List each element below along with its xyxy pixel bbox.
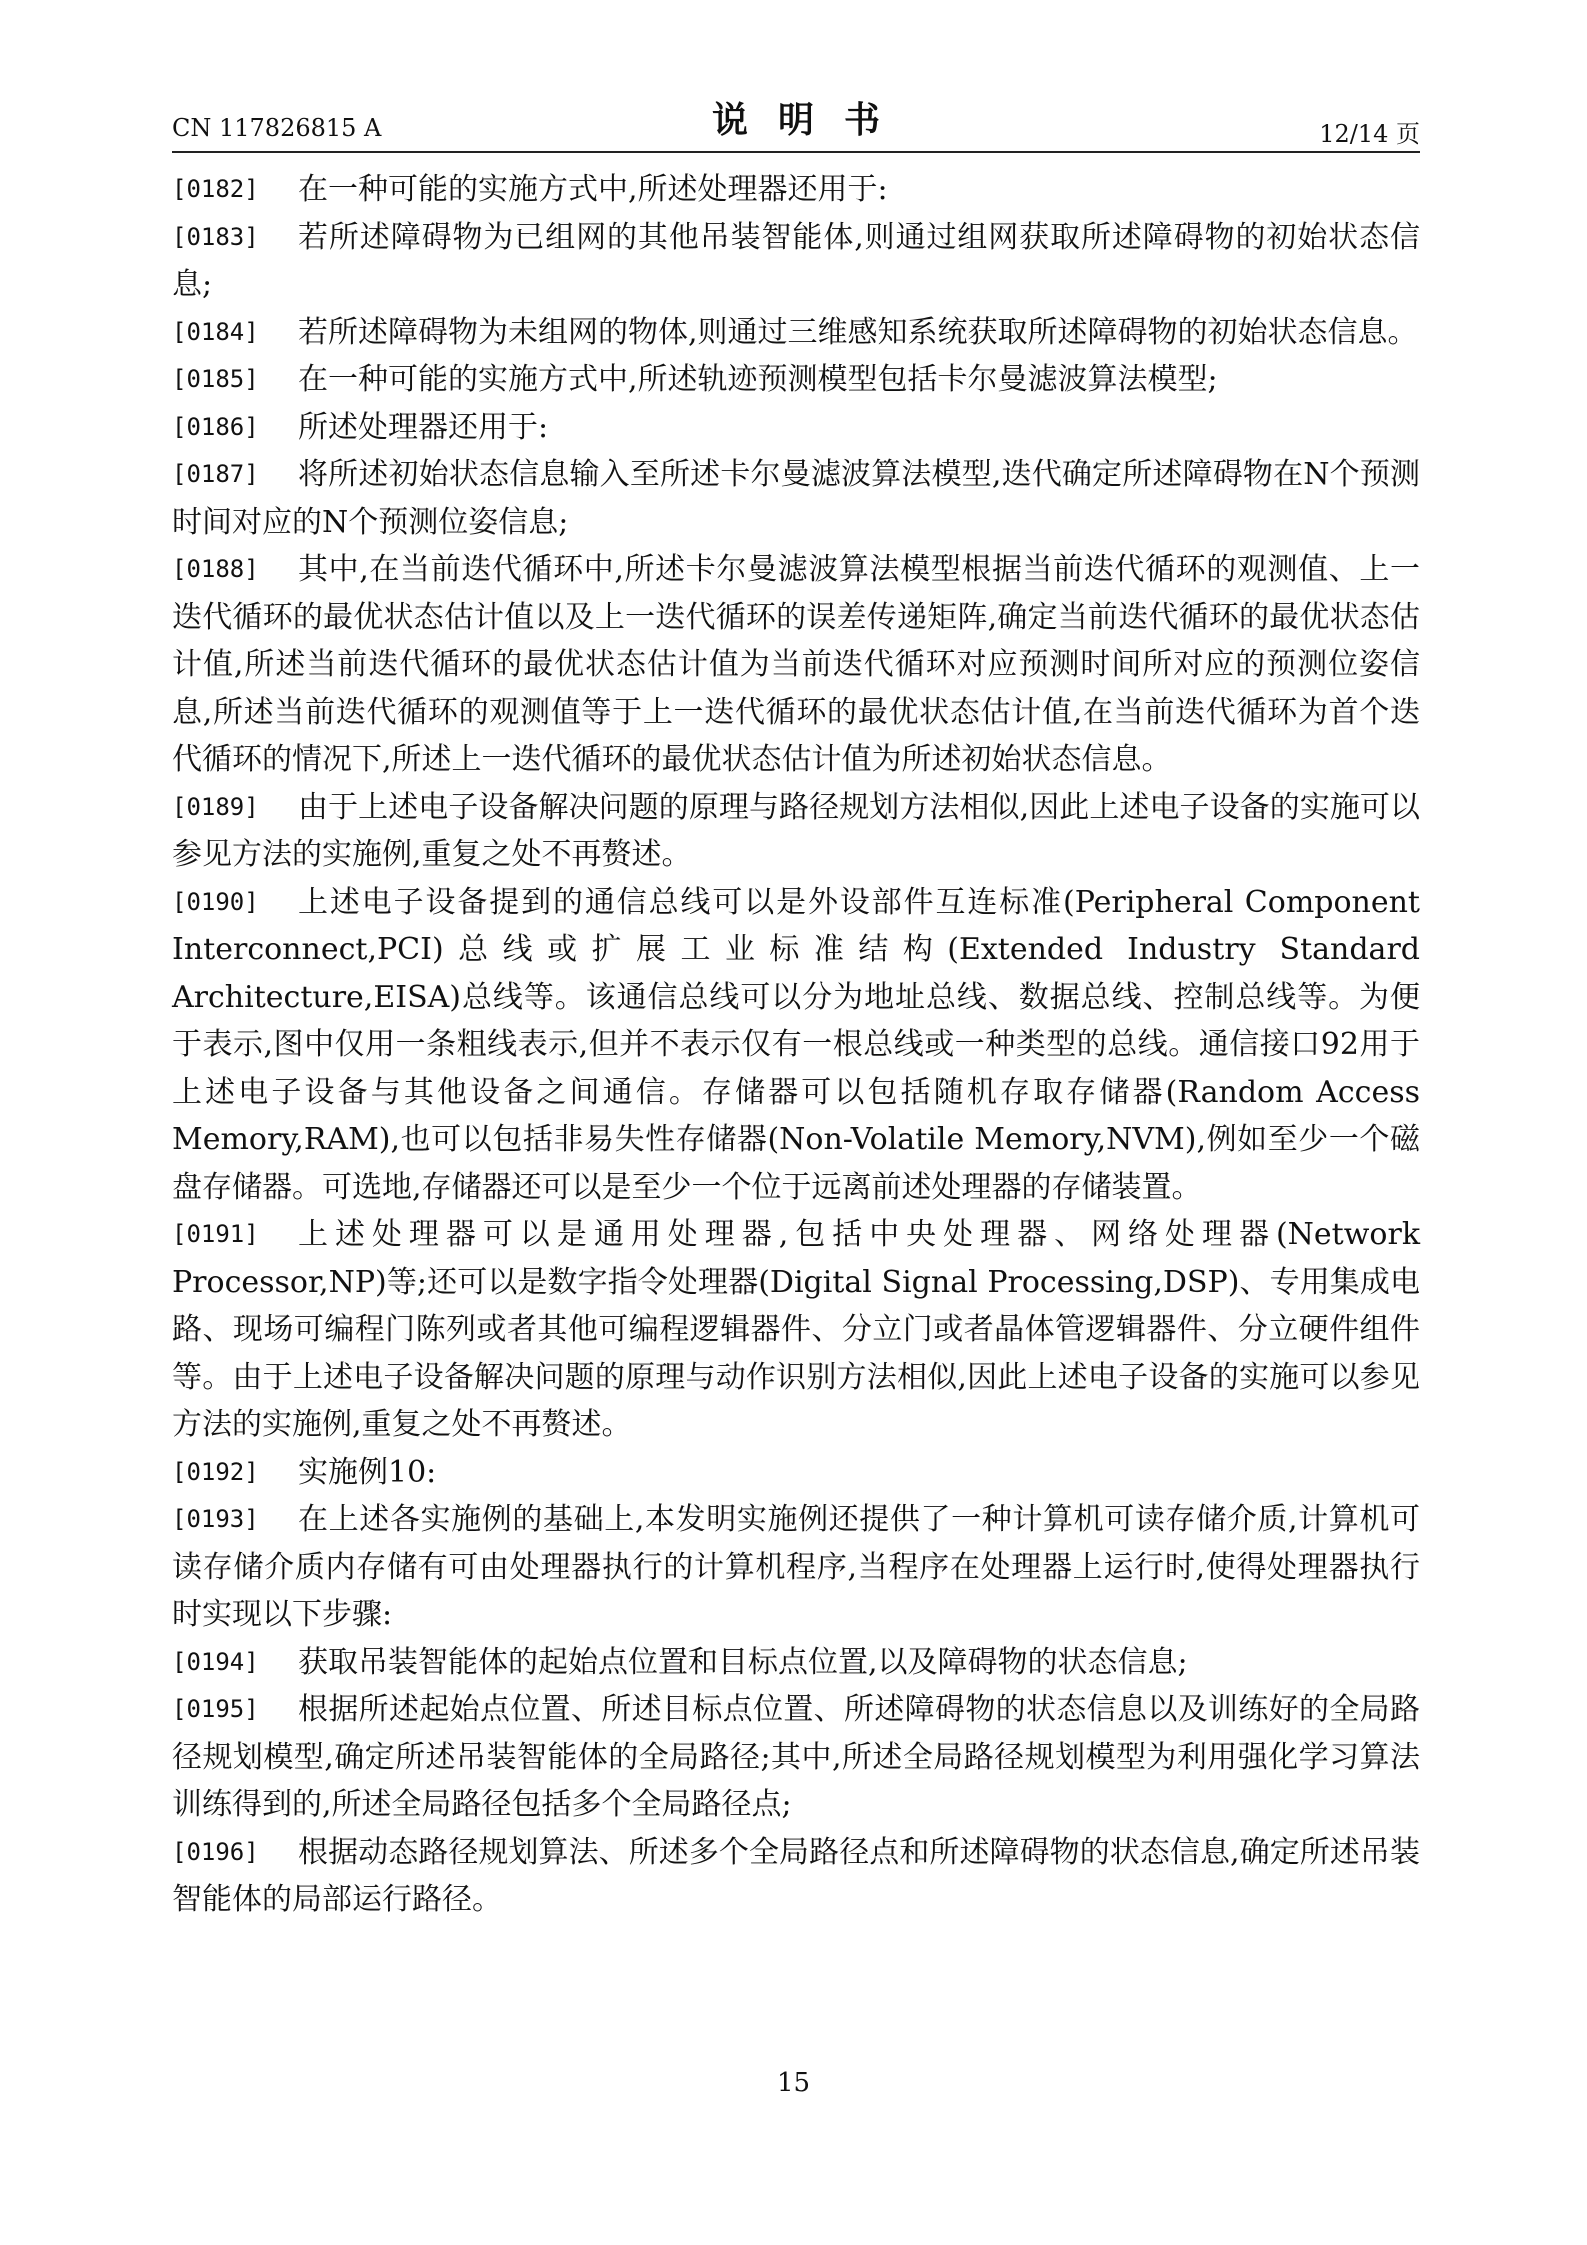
paragraph — [172, 1829, 1420, 1924]
paragraph-text: 在上述各实施例的基础上,本发明实施例还提供了一种计算机可读存储介质,计算机可读存储介质内存储有可由处理器执行的计算机程序,当程序在处理器上运行时,使得处理器执行时实现以下步骤: — [172, 1502, 1420, 1632]
paragraph-number: [0186] — [172, 412, 259, 441]
paragraph-text: 将所述初始状态信息输入至所述卡尔曼滤波算法模型,迭代确定所述障碍物在N个预测时间对应的N个预测位姿信息; — [172, 457, 1420, 540]
paragraph-number: [0193] — [172, 1505, 259, 1533]
paragraph-number: [0195] — [172, 1695, 259, 1723]
paragraph-number: [0191] — [172, 1220, 259, 1248]
paragraph-number: [0192] — [172, 1457, 259, 1486]
paragraph — [172, 309, 1420, 357]
paragraph-text: 根据动态路径规划算法、所述多个全局路径点和所述障碍物的状态信息,确定所述吊装智能体的局部运行路径。 — [172, 1834, 1420, 1917]
paragraph — [172, 451, 1420, 546]
paragraph — [172, 166, 1420, 214]
paragraph-text: 根据所述起始点位置、所述目标点位置、所述障碍物的状态信息以及训练好的全局路径规划模型,确定所述吊装智能体的全局路径;其中,所述全局路径规划模型为利用强化学习算法训练得到的,所述全局路径包括多个全局路径点; — [172, 1692, 1420, 1822]
paragraph-text: 上述处理器可以是通用处理器,包括中央处理器、网络处理器(Network Processor,NP)等;还可以是数字指令处理器(Digital Signal Processing,DSP)、专用集成电路、现场可编程门陈列或者其他可编程逻辑器件、分立门或者晶体管逻辑器件、分立硬件组件等。由于上述电子设备解决问题的原理与动作识别方法相似,因此上述电子设备的实施可以参见方法的实施例,重复之处不再赘述。 — [172, 1217, 1420, 1442]
publication-number: CN 117826815 A — [172, 114, 382, 142]
paragraph-text: 由于上述电子设备解决问题的原理与路径规划方法相似,因此上述电子设备的实施可以参见方法的实施例,重复之处不再赘述。 — [172, 789, 1420, 872]
paragraph-text: 实施例10: — [298, 1454, 437, 1490]
paragraph — [172, 1496, 1420, 1639]
paragraph-number: [0196] — [172, 1837, 259, 1866]
paragraph — [172, 1686, 1420, 1829]
paragraph-number: [0194] — [172, 1647, 259, 1676]
paragraph — [172, 356, 1420, 404]
paragraph-number: [0182] — [172, 175, 259, 203]
paragraph-number: [0184] — [172, 317, 259, 346]
paragraph-text: 获取吊装智能体的起始点位置和目标点位置,以及障碍物的状态信息; — [298, 1644, 1188, 1680]
page-info: 12/14 页 — [1319, 120, 1420, 148]
paragraph — [172, 214, 1420, 309]
page-number: 15 — [776, 2068, 811, 2098]
paragraph — [172, 1449, 1420, 1497]
paragraph-number: [0188] — [172, 555, 259, 583]
paragraph — [172, 404, 1420, 452]
document-body — [172, 166, 1420, 1924]
paragraph — [172, 784, 1420, 879]
document-title: 说明书 — [711, 99, 910, 141]
paragraph-text: 上述电子设备提到的通信总线可以是外设部件互连标准(Peripheral Component Interconnect,PCI)总线或扩展工业标准结构(Extended Industry Standard Architecture,EISA)总线等。该通信总线可以分为地址总线、数据总线、控制总线等。为便于表示,图中仅用一条粗线表示,但并不表示仅有一根总线或一种类型的总线。通信接口92用于上述电子设备与其他设备之间通信。存储器可以包括随机存取存储器(Random Access Memory,RAM),也可以包括非易失性存储器(Non-Volatile Memory,NVM),例如至少一个磁盘存储器。可选地,存储器还可以是至少一个位于远离前述处理器的存储装置。 — [172, 884, 1420, 1205]
page-header — [172, 92, 1420, 152]
paragraph-text: 若所述障碍物为已组网的其他吊装智能体,则通过组网获取所述障碍物的初始状态信息; — [172, 219, 1420, 302]
header-divider — [172, 151, 1420, 153]
paragraph-number: [0190] — [172, 887, 259, 916]
paragraph-text: 若所述障碍物为未组网的物体,则通过三维感知系统获取所述障碍物的初始状态信息。 — [298, 314, 1418, 350]
paragraph — [172, 1639, 1420, 1687]
paragraph-text: 在一种可能的实施方式中,所述轨迹预测模型包括卡尔曼滤波算法模型; — [298, 362, 1218, 397]
paragraph-number: [0187] — [172, 460, 259, 488]
paragraph-number: [0189] — [172, 792, 259, 821]
paragraph-text: 在一种可能的实施方式中,所述处理器还用于: — [298, 172, 888, 207]
paragraph — [172, 546, 1420, 784]
paragraph — [172, 1211, 1420, 1449]
paragraph-text: 所述处理器还用于: — [298, 409, 549, 445]
paragraph-text: 其中,在当前迭代循环中,所述卡尔曼滤波算法模型根据当前迭代循环的观测值、上一迭代循环的最优状态估计值以及上一迭代循环的误差传递矩阵,确定当前迭代循环的最优状态估计值,所述当前迭代循环的最优状态估计值为当前迭代循环对应预测时间所对应的预测位姿信息,所述当前迭代循环的观测值等于上一迭代循环的最优状态估计值,在当前迭代循环为首个迭代循环的情况下,所述上一迭代循环的最优状态估计值为所述初始状态信息。 — [172, 552, 1420, 777]
paragraph-number: [0183] — [172, 222, 259, 251]
paragraph — [172, 879, 1420, 1212]
paragraph-number: [0185] — [172, 365, 259, 393]
